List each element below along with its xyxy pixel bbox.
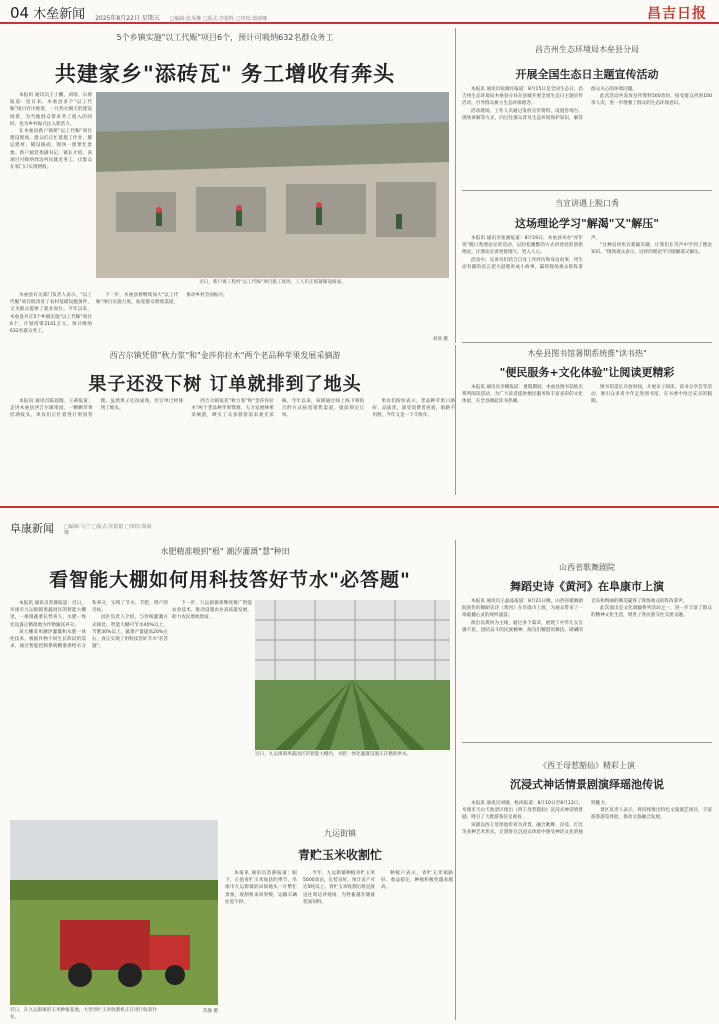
eco-body: [462, 86, 712, 166]
library-body: [462, 384, 712, 484]
dance-body: [462, 598, 712, 708]
newspaper-logo: 昌吉日报: [647, 6, 707, 22]
eco-paragraph: 活动现场，工作人员通过发放宣传资料、设置咨询台、现场讲解等方式，向过往群众普及生态环境保护知识，解答群众关心的环境问题。: [462, 87, 637, 121]
library-paragraph: 图书馆延长开放时间，开展亲子阅读、读书分享会等活动，吸引众多青少年走进图书馆，在书香中度过充实的假期。: [591, 385, 712, 405]
corn-paragraph: 本报讯 通讯员苏静报道：眼下，正值青贮玉米收获的季节，阜康市九运街镇的田间地头一片繁忙景象，收割机来回穿梭，运输车辆往返不停。: [225, 871, 297, 905]
lead-column-1b: [10, 292, 92, 342]
drama-body: [462, 800, 712, 1015]
fruit-body: [10, 398, 455, 490]
page-number: 04: [10, 4, 30, 22]
lead-subhead: 5个乡镇实施"以工代赈"项目6个，预计可吸纳632名群众务工: [116, 33, 334, 42]
corn-photo-credit: 苏静 摄: [202, 1009, 218, 1014]
lead-photo-construction: [96, 92, 449, 278]
talkshow-subhead: 当宣讲遇上脱口秀: [555, 199, 619, 208]
publication-date: 2025年8月22日 星期五: [95, 15, 160, 22]
corn-subhead: 九运街镇: [324, 829, 356, 838]
fruit-paragraph: 果农们纷纷表示，老品种苹果口感好、品质优，深受消费者喜爱，销路不用愁，今年又是一个丰收年。: [372, 399, 455, 419]
drama-headline: 沉浸式神话情景剧演绎瑶池传说: [510, 778, 664, 791]
lead-photo-caption: 近日，新户镇工程村"以工代赈"项目施工现场，工人们正抓紧铺设路面。: [199, 280, 346, 285]
greenhouse-body-2: [172, 600, 252, 658]
drama-paragraph: 景区负责人表示，将持续推出特色文旅演艺项目，丰富游客游览体验，推动文旅融合发展。: [591, 808, 712, 821]
dance-headline: 舞蹈史诗《黄河》在阜康市上演: [510, 580, 664, 593]
eco-subhead: 昌吉州生态环境局木垒县分局: [535, 45, 639, 54]
eco-paragraph: 此次活动共发放宣传资料500余份，接受群众咨询100余人次，进一步增强了群众的生态环保意识。: [591, 94, 712, 107]
drama-subhead: 《西王母惹豁仙》精彩上演: [539, 761, 635, 770]
section-title: 阜康新闻: [10, 522, 54, 535]
greenhouse-paragraph: 园区负责人介绍，与传统灌溉方式相比，智能大棚可节水40%以上，节肥30%以上，蔬菜产量提高20%左右，真正实现了用科技答好节水"必答题"。: [92, 615, 168, 650]
library-paragraph: 本报讯 通讯员李娜报道：暑假期间，木垒县图书馆推出系列阅读活动，为广大读者提供便民服务和丰富多彩的文化体验，在全县掀起读书热潮。: [462, 385, 583, 405]
divider: [462, 342, 712, 343]
dance-paragraph: 本报讯 通讯员王晶晶报道：8月21日晚，山西省歌舞剧院创作的舞蹈史诗《黄河》在阜康市上演，为观众带来了一场震撼心灵的视听盛宴。: [462, 599, 583, 619]
corn-paragraph: 种植户表示，青贮玉米销路好、收益稳定，种植积极性越来越高。: [381, 871, 453, 891]
dance-subhead: 山西省歌舞剧院: [559, 563, 615, 572]
fruit-paragraph: 本报讯 通讯员陈超群、王莉报道：走进木垒县西吉尔镇果园，一颗颗苹果挂满枝头，果农们正忙着进行果园管理。虽然果子还没成熟，但订单已经排到了地头。: [10, 399, 184, 419]
column-divider: [455, 28, 456, 343]
masthead: [0, 0, 719, 24]
dance-paragraph: 此次演出是文化润疆系列活动之一，进一步丰富了群众的精神文化生活，增进了各民族交往交流交融。: [591, 606, 712, 619]
dance-paragraph: 演出以黄河为主线，通过多个篇章，展现了中华儿女自强不息、团结奋斗的民族精神。演员们精湛的舞技、磅礴的音乐和绚丽的舞美赢得了现场观众的阵阵掌声。: [462, 599, 688, 633]
lead-headline: 共建家乡"添砖瓦" 务工增收有奔头: [54, 62, 396, 86]
corn-harvest-photo: [10, 820, 218, 1005]
editor-credits: □编辑:张凤琳 □版式:李银辉 □审校:郑丽娜: [169, 16, 268, 22]
fruit-paragraph: 西吉尔镇依托"秋力浆"和"金莎你拉木"两个老品种苹果资源，大力发展林果采摘游，吸引了众多游客前来观光采摘。今年以来，该镇通过线上线下相结合的方式拓宽销售渠道，提前锁定订单。: [191, 399, 365, 419]
lead-paragraph: 本报讯 通讯员王子鹏、刘瑶、石倩报道：连日来，木垒县多个"以工代赈"项目有序推进，一片热火朝天的建设场景，为当地群众带来务工收入的同时，也为乡村振兴注入新活力。: [10, 93, 92, 127]
lead-paragraph: 在木垒县新户镇桥"以工代赈"项目建设现场，群众们正忙着施工作业，搬运建材、铺设路面，现场一派繁忙景象。新户镇党委副书记、镇长介绍，该项目可吸纳周边村民就近务工，让群众在家门口实现增收。: [10, 129, 92, 171]
section-band-fukang: [0, 508, 719, 536]
corn-headline: 青贮玉米收割忙: [297, 848, 382, 862]
eco-paragraph: 本报讯 通讯员张晓玲报道：8月15日是全国生态日，昌吉州生态环境局木垒县分局在县城开展全国生态日主题宣传活动，引导群众树立生态环保理念。: [462, 87, 583, 107]
greenhouse-paragraph: 该大棚采用潮汐灌溉和水肥一体化技术，根据作物不同生长阶段的需求，通过智能控制系统精准供给水分和养分，实现了节水、节肥、增产的目标。: [10, 601, 168, 650]
talkshow-headline: 这场理论学习"解渴"又"解压": [515, 217, 659, 230]
eco-headline: 开展全国生态日主题宣传活动: [515, 68, 659, 81]
greenhouse-photo: [255, 600, 450, 750]
greenhouse-body: [10, 600, 168, 815]
greenhouse-headline: 看智能大棚如何用科技答好节水"必答题": [49, 569, 411, 591]
section-editor-credits: □编辑:马兰 □版式:张银娟 □审校:郑丽娜: [64, 524, 152, 536]
lead-photo-credit: 刘瑶 摄: [432, 337, 448, 342]
corn-paragraph: 今年，九运街镇种植青贮玉米5000余亩，长势良好，预计亩产可达5吨以上。青贮玉米收割后将直接送往周边养殖场，为牲畜越冬储备优质饲料。: [303, 871, 375, 905]
divider: [462, 742, 712, 743]
fruit-subhead: 西吉尔镇凭借"秋力浆"和"金莎你拉木"两个老品种苹果发展采摘游: [109, 351, 341, 360]
library-subhead: 木垒县图书馆暑期系统推"读书热": [527, 349, 647, 358]
talkshow-paragraph: 本报讯 通讯员张涵报道：8月19日，木垒县举办"青年说"脱口秀理论宣讲活动，以轻松幽默的方式讲述党的创新理论，让理论宣讲更接地气、更入人心。: [462, 236, 583, 256]
drama-paragraph: 本报讯 通讯员刘婧、杨涛报道：8月10日至8月13日，阜康市天山天池景区推出《西王母惹豁仙》沉浸式神话情景剧，吸引了大批游客驻足观看。: [462, 801, 583, 821]
lead-paragraph: 木垒县有关部门负责人表示，"以工代赈"项目既改善了农村基础设施条件，又为群众提供了就业岗位。今年以来，木垒县共在5个乡镇实施"以工代赈"项目6个，计划投资2141万元，预计吸纳632名群众务工。: [10, 293, 92, 335]
drama-paragraph: 该剧以西王母瑶池传说为背景，融合歌舞、杂技、灯光等多种艺术形式，让游客在沉浸式体验中感受神话文化的独特魅力。: [462, 801, 610, 835]
column-divider: [455, 345, 456, 495]
greenhouse-subhead: 水肥精准喂到"根" 潮汐灌溉"慧"种田: [160, 547, 290, 556]
corn-photo-caption: 近日，在九运街镇的玉米种植基地，大型青贮玉米收割机正在进行收获作业。: [10, 1008, 158, 1020]
fruit-headline: 果子还没下树 订单就排到了地头: [88, 374, 362, 395]
lead-bottom-text: [96, 292, 449, 340]
talkshow-paragraph: "这种宣讲形式新颖有趣，让我们在笑声中学到了理论知识。"现场观众表示，这样的理论学习既解渴又解压。: [591, 243, 712, 256]
library-headline: "便民服务+文化体验"让阅读更精彩: [499, 366, 675, 379]
corn-body: [225, 870, 453, 1015]
greenhouse-paragraph: 下一步，九运街镇将继续推广智能农业技术，推动设施农业高质量发展，助力农民增收致富。: [172, 601, 252, 621]
talkshow-paragraph: 活动中，宣讲员们结合自身工作经历和身边故事，用生动有趣的语言把大道理讲成小故事，赢得现场观众阵阵掌声。: [462, 236, 601, 270]
column-divider: [455, 540, 456, 1020]
lead-paragraph: 下一步，木垒县将继续加大"以工代赈"项目实施力度，拓宽群众增收渠道，推动乡村全面振兴。: [96, 293, 228, 306]
talkshow-body: [462, 235, 712, 325]
greenhouse-paragraph: 本报讯 通讯员苏静报道：近日，阜康市九运街镇果蔬园区的智能大棚里，一排排蔬菜长势喜人，水肥一体化设备正精准地为作物输送养分。: [10, 601, 86, 628]
section-name: 木垒新闻: [33, 7, 86, 22]
greenhouse-photo-caption: 近日，九运街镇果蔬园区的智能大棚内，水肥一体化灌溉设施正在精准供水。: [255, 752, 412, 757]
divider: [462, 190, 712, 191]
